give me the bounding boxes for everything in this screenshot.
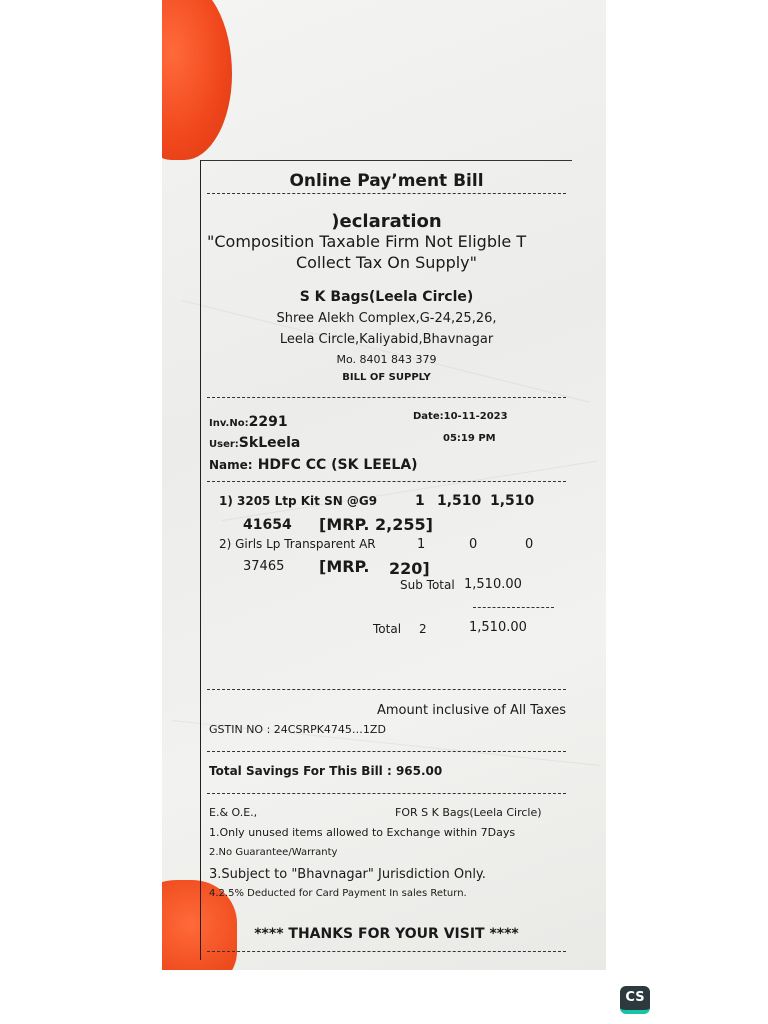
bill-of-supply: BILL OF SUPPLY — [342, 372, 431, 383]
camscanner-logo-icon: CS — [620, 986, 650, 1014]
item-2-amount: 0 — [525, 537, 534, 552]
sub-total-value: 1,510.00 — [464, 577, 522, 592]
item-2-description: 2) Girls Lp Transparent AR — [219, 537, 376, 551]
bill-title: Online Pay’ment Bill — [289, 171, 484, 191]
term-2: 2.No Guarantee/Warranty — [209, 847, 338, 858]
item-2-mrp-value: 220] — [389, 559, 430, 578]
red-object-top — [162, 0, 232, 160]
invoice-number: Inv.No:2291 — [209, 414, 288, 430]
item-1-qty: 1 — [415, 493, 425, 509]
term-1: 1.Only unused items allowed to Exchange within 7Days — [209, 826, 516, 839]
shop-name: S K Bags(Leela Circle) — [299, 289, 474, 305]
sub-total-label: Sub Total — [400, 578, 455, 592]
term-4: 4.2.5% Deducted for Card Payment In sales Return. — [209, 888, 467, 899]
for-shop: FOR S K Bags(Leela Circle) — [395, 806, 542, 819]
total-savings: Total Savings For This Bill : 965.00 — [209, 764, 443, 778]
item-1-rate: 1,510 — [437, 493, 482, 509]
shop-phone: Mo. 8401 843 379 — [336, 353, 437, 366]
item-2-code: 37465 — [243, 559, 285, 574]
item-2-mrp: [MRP. — [319, 557, 370, 576]
item-2-rate: 0 — [469, 537, 478, 552]
declaration-heading: )eclaration — [331, 211, 442, 232]
tax-note: Amount inclusive of All Taxes — [377, 703, 567, 718]
receipt — [200, 160, 572, 960]
declaration-line-2: Collect Tax On Supply" — [295, 253, 478, 272]
total-label: Total — [373, 622, 402, 636]
customer-name: Name: HDFC CC (SK LEELA) — [209, 457, 418, 473]
declaration-line-1: "Composition Taxable Firm Not Eligble T — [207, 232, 527, 251]
invoice-date: Date:10-11-2023 — [413, 411, 508, 422]
shop-address-1: Shree Alekh Complex,G-24,25,26, — [276, 311, 497, 326]
total-value: 1,510.00 — [469, 620, 527, 635]
invoice-time: 05:19 PM — [443, 433, 496, 444]
gstin: GSTIN NO : 24CSRPK4745…1ZD — [209, 723, 386, 736]
eoe: E.& O.E., — [209, 806, 258, 819]
item-1-code: 41654 — [243, 517, 292, 533]
term-3: 3.Subject to "Bhavnagar" Jurisdiction Only. — [209, 867, 486, 882]
shop-address-2: Leela Circle,Kaliyabid,Bhavnagar — [279, 332, 494, 347]
total-qty: 2 — [419, 622, 427, 636]
item-2-qty: 1 — [417, 537, 426, 552]
item-1-description: 1) 3205 Ltp Kit SN @G9 — [219, 494, 378, 508]
invoice-user: User:SkLeela — [209, 435, 301, 451]
item-1-mrp: [MRP. 2,255] — [319, 515, 433, 534]
item-1-amount: 1,510 — [490, 493, 535, 509]
thanks-message: **** THANKS FOR YOUR VISIT **** — [254, 926, 519, 942]
